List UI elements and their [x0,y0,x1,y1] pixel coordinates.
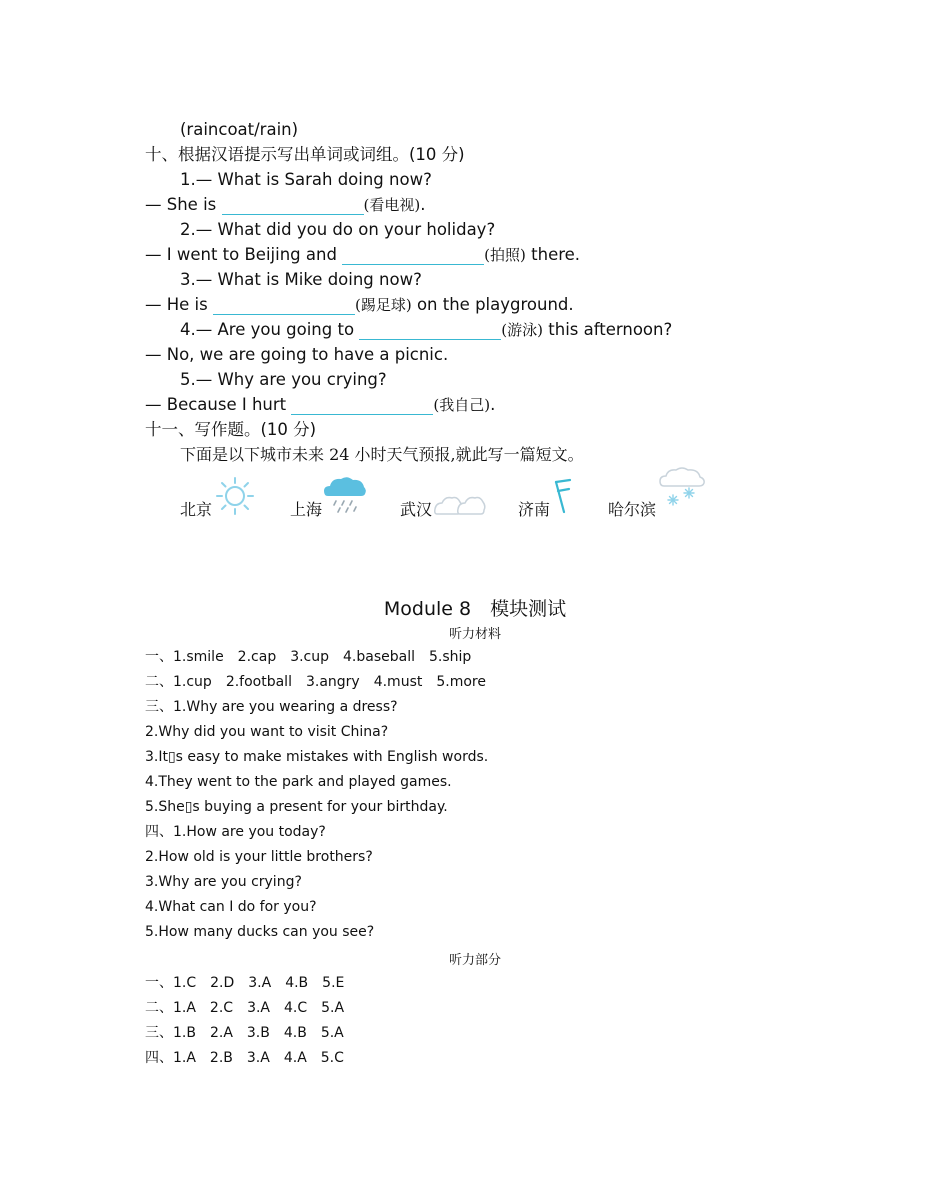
answer-line: 一、1.C 2.D 3.A 4.B 5.E [145,975,345,991]
material-line: 4.What can I do for you? [145,899,317,915]
q5-hint: (我自己) [433,396,491,414]
q4-question-prefix: 4.— Are you going to [180,320,360,339]
choice-hint: (raincoat/rain) [180,120,299,139]
q2-answer-suffix: there. [525,245,581,264]
q5-question: 5.— Why are you crying? [180,370,387,389]
q3-answer-prefix: — He is [145,295,213,314]
answer-line: 三、1.B 2.A 3.B 4.B 5.A [145,1025,344,1041]
city-wuhan: 武汉 [400,500,433,519]
material-line: 5.She▯s buying a present for your birthday. [145,799,448,815]
section-11-instruction: 下面是以下城市未来 24 小时天气预报,就此写一篇短文。 [180,445,584,464]
city-jinan: 济南 [518,500,551,519]
material-line: 四、1.How are you today? [145,824,326,840]
q1-answer-prefix: — She is [145,195,222,214]
q4-blank[interactable] [359,321,501,340]
answer-line: 四、1.A 2.B 3.A 4.A 5.C [145,1050,344,1066]
city-harbin: 哈尔滨 [608,500,657,519]
material-line: 4.They went to the park and played games. [145,774,452,790]
module-title: Module 8 模块测试 [383,598,567,620]
q5-answer [145,395,495,415]
answer-line: 二、1.A 2.C 3.A 4.C 5.A [145,1000,345,1016]
q1-answer-suffix: . [420,195,426,214]
q1-question: 1.— What is Sarah doing now? [180,170,432,189]
q3-hint: (踢足球) [354,296,412,314]
material-line: 2.How old is your little brothers? [145,849,373,865]
material-line: 二、1.cup 2.football 3.angry 4.must 5.more [145,674,486,690]
q3-answer-suffix: on the playground. [411,295,574,314]
sun-icon [213,476,257,516]
wind-icon [553,478,575,514]
q5-answer-prefix: — Because I hurt [145,395,292,414]
material-line: 3.It▯s easy to make mistakes with English words. [145,749,489,765]
material-line: 三、1.Why are you wearing a dress? [145,699,398,715]
material-line: 5.How many ducks can you see? [145,924,375,940]
city-shanghai: 上海 [290,500,323,519]
q5-blank[interactable] [291,396,433,415]
material-line: 一、1.smile 2.cap 3.cup 4.baseball 5.ship [145,649,472,665]
q4-hint: (游泳) [501,321,544,339]
city-beijing: 北京 [180,500,213,519]
snow-cloud-icon [658,466,708,516]
section-10-title: 十、根据汉语提示写出单词或词组。(10 分) [145,145,465,164]
rain-cloud-icon [322,474,368,516]
q2-answer-prefix: — I went to Beijing and [145,245,343,264]
q3-blank[interactable] [213,296,355,315]
material-line: 2.Why did you want to visit China? [145,724,389,740]
q1-answer [145,195,425,215]
section-11-title: 十一、写作题。(10 分) [145,420,317,439]
material-line: 3.Why are you crying? [145,874,302,890]
cloudy-icon [434,488,486,516]
weather-forecast-row [0,474,950,524]
q4-question-suffix: this afternoon? [543,320,673,339]
q2-answer [145,245,580,265]
listening-material-heading: 听力材料 [448,627,501,642]
q2-blank[interactable] [342,246,484,265]
q4-answer: — No, we are going to have a picnic. [145,345,449,364]
q3-question: 3.— What is Mike doing now? [180,270,422,289]
listening-part-heading: 听力部分 [448,953,501,968]
q4-question [180,320,672,340]
q2-question: 2.— What did you do on your holiday? [180,220,496,239]
q2-hint: (拍照) [484,246,526,264]
q1-hint: (看电视) [363,196,421,214]
q3-answer [145,295,574,315]
q1-blank[interactable] [222,196,364,215]
q5-answer-suffix: . [490,395,496,414]
